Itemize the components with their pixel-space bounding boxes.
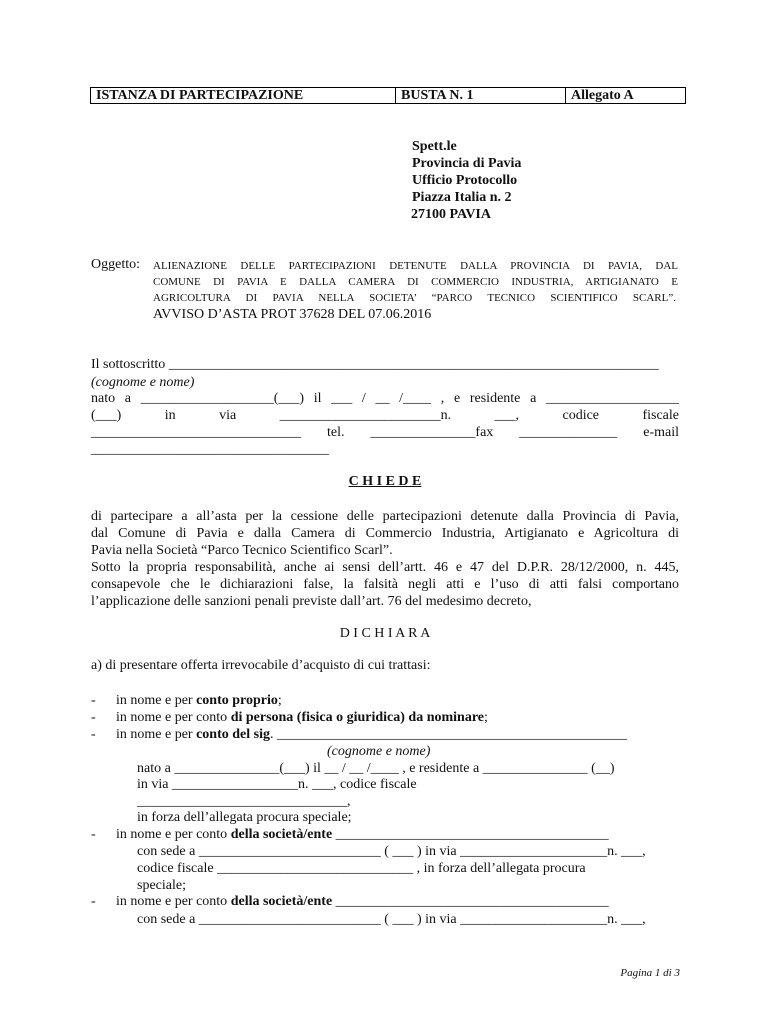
option-conto-proprio <box>116 692 282 709</box>
bullet-dash: - <box>91 727 96 742</box>
recipient-line5: 27100 PAVIA <box>411 207 491 222</box>
oggetto-line4: AVVISO D’ASTA PROT 37628 DEL 07.06.2016 <box>153 307 432 322</box>
oggetto-line2: COMUNE DI PAVIA E DALLA CAMERA DI COMMERCIO INDUSTRIA, ARTIGIANATO E <box>153 276 678 288</box>
sig-nato: nato a _______________(___) il __ / __ /____ , e residente a _______________ (__) <box>137 761 615 776</box>
chiede-heading: C H I E D E <box>348 474 422 489</box>
recipient-line4: Piazza Italia n. 2 <box>412 190 512 205</box>
option-post: ; <box>277 693 282 708</box>
sig-codice-fiscale-line: ______________________________, <box>137 794 351 809</box>
chiede-p3: Pavia nella Società “Parco Tecnico Scientifico Scarl”. <box>91 543 393 558</box>
societa-procura: speciale; <box>137 878 186 893</box>
sig-cognome-nome: (cognome e nome) <box>327 744 431 759</box>
chiede-p4: Sotto la propria responsabilità, anche ai sensi dell’artt. 46 e 47 del D.P.R. 28/12/2000, n. 445, <box>91 560 679 575</box>
option-bold: conto del sig <box>196 727 270 742</box>
option-post: ; <box>484 710 488 725</box>
recipient-line3: Ufficio Protocollo <box>412 173 518 188</box>
chiede-p1: di partecipare a all’asta per la cessione delle partecipazioni detenute dalla Provincia di Pavia, <box>91 509 679 524</box>
form-line-sottoscritto: Il sottoscritto ______________________________________________________________________ <box>91 357 659 372</box>
societa-codice-fiscale: codice fiscale ____________________________ , in forza dell’allegata procura <box>137 861 586 876</box>
page-number: Pagina 1 di 3 <box>620 967 680 979</box>
option-bold: della società/ente <box>230 827 333 842</box>
option-bold: conto proprio <box>196 693 278 708</box>
chiede-p6: l’applicazione delle sanzioni penali previste dall’art. 76 del medesimo decreto, <box>91 594 532 609</box>
chiede-p5: consapevole che le dichiarazioni false, la falsità negli atti e l’uso di atti falsi comportano <box>91 577 679 592</box>
option-societa-ente <box>116 826 609 843</box>
option-persona-da-nominare <box>116 709 488 726</box>
option-post: _______________________________________ <box>332 827 609 842</box>
option-bold: di persona (fisica o giuridica) da nominare <box>230 710 484 725</box>
societa-sede: con sede a __________________________ ( ___ ) in via _____________________n. ___, <box>137 844 646 859</box>
form-line-via: (___) in via _______________________n. ___, codice fiscale <box>91 408 679 423</box>
option-text: in nome e per conto <box>116 827 231 842</box>
form-line-tel: ______________________________ tel. _______________fax ______________ e-mail <box>91 425 679 440</box>
header-title: ISTANZA DI PARTECIPAZIONE <box>91 88 396 103</box>
bullet-dash: - <box>91 710 96 725</box>
option-societa-ente-2 <box>116 893 609 910</box>
form-line-nato: nato a ___________________(___) il ___ / __ /____ , e residente a ___________________ <box>91 391 679 406</box>
form-line-email: __________________________________ <box>91 442 329 457</box>
option-conto-del-sig <box>116 726 627 743</box>
oggetto-line3: AGRICOLTURA DI PAVIA NELLA SOCIETA’ “PARCO TECNICO SCIENTIFICO SCARL”. <box>153 292 676 304</box>
dichiara-heading: D I C H I A R A <box>339 626 431 641</box>
sig-via: in via __________________n. ___, codice fiscale <box>137 777 417 792</box>
option-text: in nome e per <box>116 727 197 742</box>
option-post: _______________________________________ <box>332 894 609 909</box>
header-table <box>90 87 686 104</box>
option-bold: della società/ente <box>230 894 333 909</box>
chiede-p2: dal Comune di Pavia e dalla Camera di Commercio Industria, Artigianato e Agricoltura di <box>91 526 679 541</box>
header-allegato: Allegato A <box>571 88 634 103</box>
sig-procura: in forza dell’allegata procura speciale; <box>137 810 352 825</box>
form-line-cognome: (cognome e nome) <box>91 375 195 390</box>
option-text: in nome e per conto <box>116 894 231 909</box>
recipient-line2: Provincia di Pavia <box>412 156 522 171</box>
oggetto-label: Oggetto: <box>91 257 140 272</box>
header-busta: BUSTA N. 1 <box>396 88 566 103</box>
option-text: in nome e per <box>116 693 197 708</box>
bullet-dash: - <box>91 894 96 909</box>
recipient-line1: Spett.le <box>412 139 457 154</box>
oggetto-line1: ALIENAZIONE DELLE PARTECIPAZIONI DETENUTE DALLA PROVINCIA DI PAVIA, DAL <box>153 260 678 272</box>
bullet-dash: - <box>91 827 96 842</box>
bullet-dash: - <box>91 693 96 708</box>
societa-2-sede: con sede a __________________________ ( ___ ) in via _____________________n. ___, <box>137 912 646 927</box>
option-post: . __________________________________________________ <box>269 727 627 742</box>
dichiara-a: a) di presentare offerta irrevocabile d’acquisto di cui trattasi: <box>91 658 431 673</box>
option-text: in nome e per conto <box>116 710 231 725</box>
